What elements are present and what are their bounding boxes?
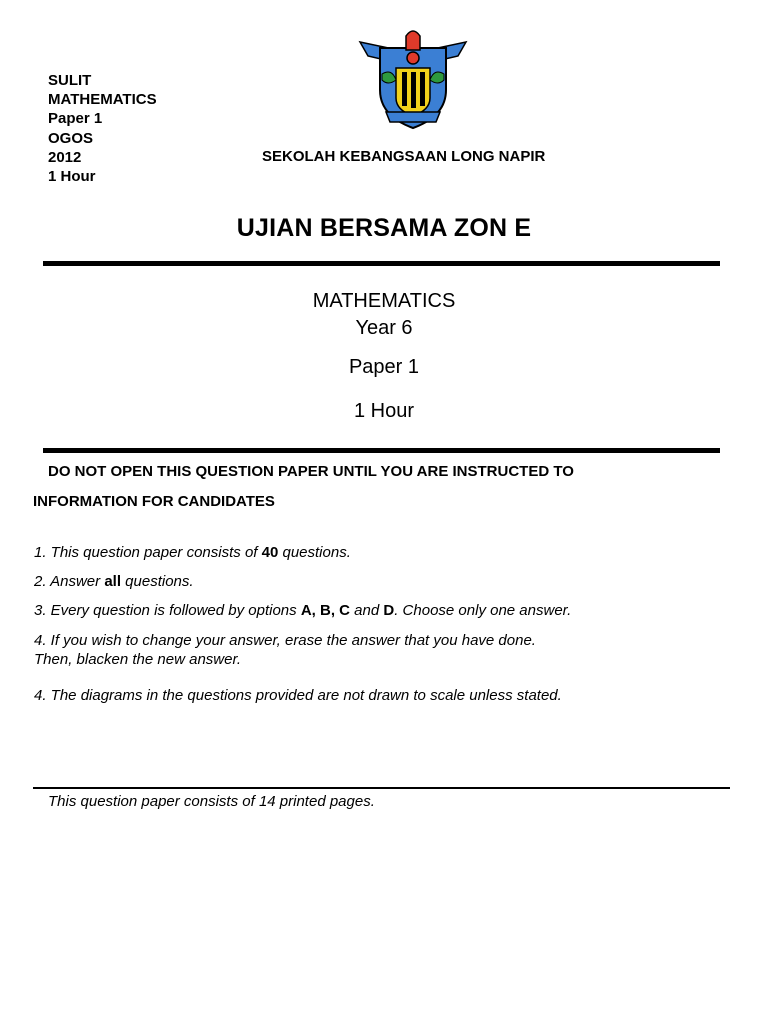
header-line-year: 2012	[48, 148, 82, 166]
exam-duration: 1 Hour	[353, 400, 415, 422]
exam-subject: MATHEMATICS	[312, 290, 456, 312]
warning-notice: DO NOT OPEN THIS QUESTION PAPER UNTIL YOU ARE INSTRUCTED TO	[48, 463, 574, 480]
instruction-2-pre: 2. Answer	[34, 573, 105, 590]
divider-top	[43, 261, 720, 266]
header-line-paper: Paper 1	[48, 110, 103, 128]
instruction-1-bold: 40	[261, 544, 279, 561]
instruction-1	[34, 543, 351, 562]
instruction-1-post: questions.	[278, 544, 351, 561]
instruction-5: 4. The diagrams in the questions provided are not drawn to scale unless stated.	[34, 687, 562, 704]
instruction-3	[34, 601, 571, 620]
footer-divider	[33, 787, 730, 789]
exam-paper: Paper 1	[348, 356, 420, 378]
divider-bottom	[43, 448, 720, 453]
footer-page-count: This question paper consists of 14 printed pages.	[48, 793, 375, 810]
exam-title: UJIAN BERSAMA ZON E	[236, 214, 532, 242]
instruction-2-post: questions.	[121, 573, 194, 590]
header-line-month: OGOS	[48, 129, 94, 147]
info-heading: INFORMATION FOR CANDIDATES	[33, 493, 275, 510]
header-info	[48, 71, 157, 186]
instruction-2	[34, 572, 194, 591]
instruction-1-pre: 1. This question paper consists of	[34, 544, 262, 561]
crest-icon	[358, 28, 468, 132]
header-line-duration: 1 Hour	[48, 168, 96, 186]
instruction-3-mid: and	[350, 602, 384, 619]
header-line-sulit: SULIT	[48, 72, 92, 89]
school-crest-logo	[358, 28, 468, 132]
instruction-3-option-d: D	[383, 602, 395, 619]
instruction-3-options: A, B, C	[300, 602, 350, 619]
exam-year: Year 6	[355, 317, 413, 339]
instruction-4-line-2: Then, blacken the new answer.	[34, 651, 242, 668]
instruction-4-line-1: 4. If you wish to change your answer, erase the answer that you have done.	[34, 632, 536, 649]
instruction-4	[34, 631, 536, 669]
school-name: SEKOLAH KEBANGSAAN LONG NAPIR	[262, 148, 546, 165]
instruction-3-pre: 3. Every question is followed by options	[34, 602, 301, 619]
instruction-2-bold: all	[104, 573, 121, 590]
header-line-subject: MATHEMATICS	[48, 91, 157, 109]
instruction-3-post: . Choose only one answer.	[394, 602, 572, 619]
